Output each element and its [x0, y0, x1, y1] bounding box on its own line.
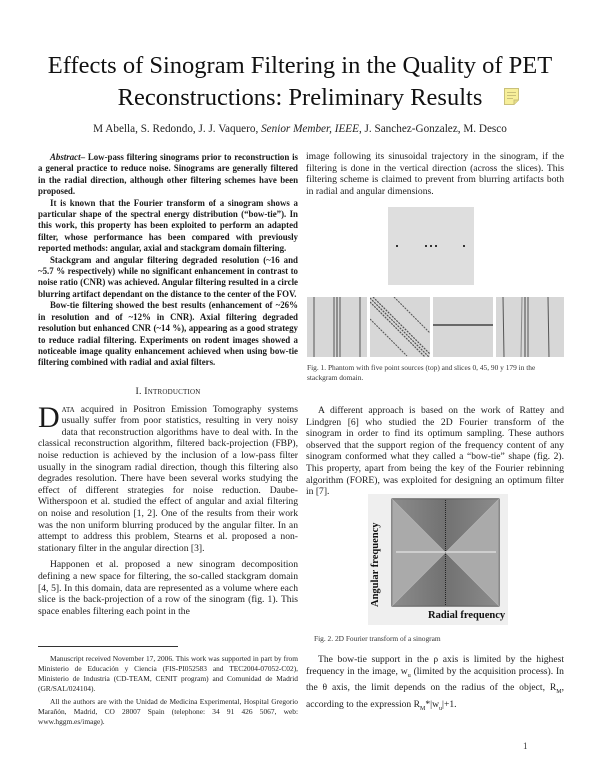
- body-paragraph: Happonen et al. proposed a new sinogram decomposition defining a new space for filtering, the so-called stackgram domain [4, 5]. In this domain, data are represented as a volume where each slice is the back-projection of a row of the sinogram (fig. 1). This space enables filtering each point in the: [38, 559, 298, 617]
- body-paragraph: [306, 654, 564, 715]
- footnote-manuscript: Manuscript received November 17, 2006. This work was supported in part by from Ministerio de Educación y Ciencia (FIS-PI052583 and TEC2004-07052-C02), Ministerio de Industria (CD-TEAM, CENIT program) and Comunidad de Madrid (GR/SAL/024104).: [38, 654, 298, 693]
- abstract-paragraph: [38, 152, 298, 198]
- point-source: [425, 245, 427, 247]
- abstract-label: Abstract: [50, 152, 81, 162]
- abstract-paragraph: Stackgram and angular filtering degraded resolution (~16 and ~5.7 % respectively) while no significant enhancement in contrast to noise ratio (CNR) was achieved. Angular filtering resulted in a circle blurring artifact dependant on the distance to the center of the FOV.: [38, 254, 298, 299]
- footnote-affiliation: All the authors are with the Unidad de Medicina Experimental, Hospital Gregorio Marañón, Madrid, CO 28007 Spain (telephone: 34 91 426 5067, web: www.hggm.es/image).: [38, 697, 298, 726]
- body-paragraph: image following its sinusoidal trajectory in the sinogram, if the filtering is done in the vertical direction (across the slices). This filtering scheme is claimed to prevent from blurring artifacts both in radial and angular dimensions.: [306, 151, 564, 197]
- footnotes: [38, 654, 298, 730]
- bowtie-paragraph: [306, 654, 564, 715]
- text-run: , according to the expression R: [306, 682, 564, 710]
- text-run: |+1.: [442, 698, 457, 710]
- stackgram-slice-179: [496, 297, 564, 357]
- sticky-note-icon[interactable]: [504, 88, 519, 105]
- text-run: *|w: [425, 698, 440, 710]
- y-axis-label: Angular frequency: [370, 522, 381, 607]
- introduction-section: [38, 386, 298, 622]
- stackgram-slice-90: [433, 297, 493, 357]
- section-title: Introduction: [144, 386, 201, 397]
- subscript: M: [556, 689, 562, 695]
- intro-text: acquired in Positron Emission Tomography systems usually suffer from poor statistics, resulting in very noisy data that reconstruction algorithms have to deal with. In the classical reconstruction algorithm, filtered back-projection (FBP), noise reduction is achieved by the inclusion of a low-pass filter usually in the sinogram radial direction, though this filtering also degrades resolution. There have been several works studying the effect of different strategies for noise reduction. Daube-Witherspoon et al. studied the effect of angular and axial filtering on noise and resolution [1, 2]. One of the results from their work was the non uniform blurring produced by the angular filter. In an attempt to address this problem, Stearns et al. proposed a non-stationary filter in the angular direction [3].: [38, 403, 298, 554]
- footnote-separator: [38, 646, 178, 647]
- stackgram-slice-45: [370, 297, 430, 357]
- subscript: u: [439, 705, 443, 712]
- figure-2-caption: Fig. 2. 2D Fourier transform of a sinogram: [314, 634, 441, 643]
- drop-cap: D: [38, 400, 60, 434]
- author-list: [0, 123, 600, 135]
- figure-1-caption: Fig. 1. Phantom with five point sources (top) and slices 0, 45, 90 y 179 in the stackgram domain.: [307, 363, 536, 382]
- title-line-2: Reconstructions: Preliminary Results: [117, 84, 483, 111]
- section-numeral: I.: [135, 386, 145, 397]
- point-source: [430, 245, 432, 247]
- figure-1-phantom-image: [388, 207, 474, 285]
- drop-cap-rest: ata: [61, 403, 75, 415]
- figure-2-fourier-transform: [368, 494, 508, 625]
- abstract-text: Low-pass filtering sinograms prior to reconstruction is a general practice to reduce noise. Sinograms are generally filtered in the radial direction, although other filtering schemes have been proposed.: [38, 152, 299, 197]
- text-run: (limited by the acquisition process). In the θ axis, the limit depends on the radius of the object, R: [306, 665, 564, 694]
- right-column-continuation: [306, 151, 564, 197]
- point-source: [435, 245, 437, 247]
- abstract: [38, 152, 298, 369]
- body-paragraph: [38, 400, 298, 555]
- abstract-dash: –: [80, 152, 88, 162]
- x-axis-label: Radial frequency: [428, 610, 506, 621]
- subscript: M: [420, 705, 426, 712]
- subscript: u: [407, 672, 411, 679]
- text-run: The bow-tie support in the ρ axis is limited by the highest frequency in the image, w: [306, 654, 564, 677]
- title-line-1: Effects of Sinogram Filtering in the Quality of PET: [47, 52, 553, 79]
- section-heading: [38, 386, 298, 398]
- abstract-paragraph: It is known that the Fourier transform of a sinogram shows a particular shape of the spectral energy distribution (“bow-tie”). In this work, this property has been exploited to perform an adapted filter, whose performance has been compared with previously reported methods: angular, axial and stackgram domain filtering.: [38, 197, 298, 254]
- point-source: [463, 245, 465, 247]
- body-paragraph: A different approach is based on the work of Rattey and Lindgren [6] who studied the 2D Fourier transform of the sinogram in order to find its optimum sampling. These authors observed that the support region of the frequency content of any sinogram conformed what they called a “bow-tie” shape (fig. 2). This property, apart from being the key of the Fourier rebinning algorithm (FORE), was exploited for designing an optimum filter in [7].: [306, 405, 564, 498]
- authors-part-1: M Abella, S. Redondo, J. J. Vaquero,: [93, 123, 262, 135]
- rattey-paragraph: [306, 405, 564, 498]
- authors-part-2: , J. Sanchez-Gonzalez, M. Desco: [358, 123, 507, 135]
- point-source: [396, 245, 398, 247]
- authors-membership: Senior Member, IEEE: [261, 123, 359, 135]
- abstract-paragraph: Bow-tie filtering showed the best results (enhancement of ~26% in resolution and of ~12% in CNR). Axial filtering degraded resolution but enhanced CNR (~14 %), appearing as a good strategy to reduce radial filtering. Experiments on rodent images showed a noticeable image quality enhancement achieved when using bow-tie filtering combined with radial and axial filters.: [38, 300, 298, 368]
- stackgram-slice-0: [307, 297, 367, 357]
- page-number: 1: [523, 741, 528, 751]
- figure-1-stackgram-slices: [307, 297, 564, 357]
